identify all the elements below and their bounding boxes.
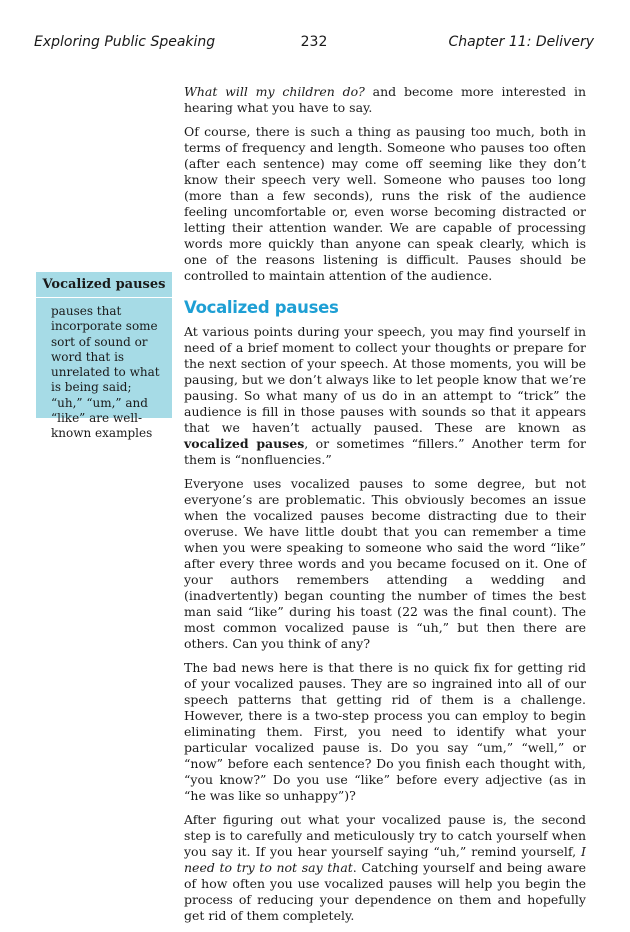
paragraph-6-text-b: . Catching yourself and being aware of how often you use vocalized pauses will help you begin the process of reducing your dependence on them and hopefully get rid of them completely. [184, 860, 586, 923]
glossary-sidebar [36, 272, 172, 441]
paragraph-1-text: and become more interested in hearing what you have to say. [184, 84, 587, 115]
italic-reminder: I need to try to not say that [184, 844, 586, 875]
paragraph-5: The bad news here is that there is no quick fix for getting rid of your vocalized pauses. They are so ingrained into all of our speech patterns that getting rid of them is a challenge. However, there is a two-step process you can employ to begin eliminating them. First, you need to identify what your particular vocalized pause is. Do you say “um,” “well,” or “now” before each sentence? Do you finish each thought with, “you know?” Do you use “like” before every adjective (as in “he was like so unhappy”)? [184, 660, 586, 803]
italic-question: What will my children do? [184, 84, 365, 99]
paragraph-2: Of course, there is such a thing as pausing too much, both in terms of frequency and length. Someone who pauses too often (after each sentence) may come off seeming like they don’t know their speech very well. Someone who pauses too long (more than a few seconds), runs the risk of the audience feeling uncomfortable or, even worse becoming distracted or letting their attention wander. We are capable of processing words more quickly than anyone can speak clearly, which is one of the reasons listening is difficult. Pauses should be controlled to maintain attention of the audience. [184, 124, 586, 283]
paragraph-1 [184, 84, 586, 116]
key-term: vocalized pauses [184, 436, 305, 451]
sidebar-term: Vocalized pauses [36, 272, 172, 298]
paragraph-6 [184, 812, 586, 924]
section-heading: Vocalized pauses [184, 298, 339, 317]
sidebar-definition: pauses that incorporate some sort of sound or word that is unrelated to what is being said; “uh,” “um,” and “like” are well-known examples [51, 304, 160, 441]
paragraph-3-text-a: At various points during your speech, you may find yourself in need of a brief moment to collect your thoughts or prepare for the next section of your speech. At those moments, you will be pausing, but we don’t always like to let people know that we’re pausing. So what many of us do in an attempt to “trick” the audience is fill in those pauses with sounds so that it appears that we haven’t actually paused. These are known as [184, 324, 586, 435]
page-number: 232 [300, 34, 328, 50]
running-header [34, 34, 594, 54]
paragraph-3 [184, 324, 586, 468]
book-title: Exploring Public Speaking [34, 34, 216, 50]
main-text [184, 84, 586, 932]
chapter-title: Chapter 11: Delivery [448, 34, 594, 50]
paragraph-3-text-b: , or sometimes “fillers.” Another term for them is “nonfluencies.” [184, 436, 586, 467]
paragraph-6-text-a: After figuring out what your vocalized pause is, the second step is to carefully and meticulously try to catch yourself when you say it. If you hear yourself saying “uh,” remind yourself, [184, 812, 586, 859]
paragraph-4: Everyone uses vocalized pauses to some degree, but not everyone’s are problematic. This obviously becomes an issue when the vocalized pauses become distracting due to their overuse. We have little doubt that you can remember a time when you were speaking to someone who said the word “like” after every three words and you became focused on it. One of your authors remembers attending a wedding and (inadvertently) began counting the number of times the best man said “like” during his toast (22 was the final count). The most common vocalized pause is “uh,” but then there are others. Can you think of any? [184, 476, 586, 651]
